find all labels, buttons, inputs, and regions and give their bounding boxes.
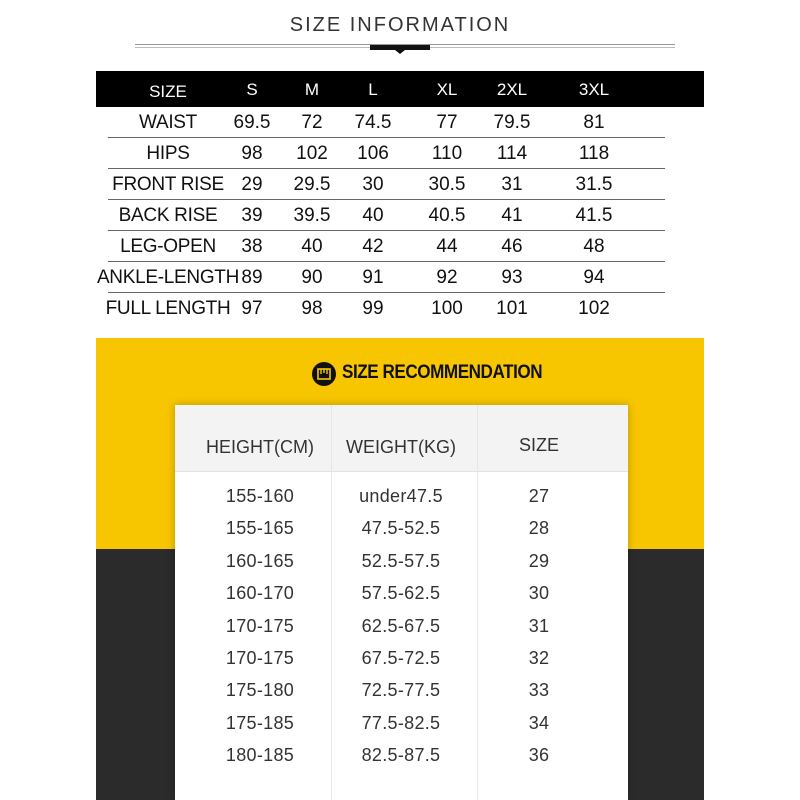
- row-divider: [108, 292, 665, 293]
- recommendation-header-cell: HEIGHT(CM): [206, 437, 314, 457]
- size-cell: 110: [431, 143, 463, 164]
- recommendation-header-cell: WEIGHT(KG): [346, 437, 456, 457]
- recommendation-title: SIZE RECOMMENDATION: [342, 362, 543, 383]
- size-cell: 39.5: [293, 205, 331, 226]
- title-pointer-mark: [370, 45, 430, 50]
- size-cell: 39: [241, 205, 263, 226]
- size-cell: 93: [501, 267, 523, 288]
- row-divider: [108, 261, 665, 262]
- recommendation-cell: 32: [528, 648, 550, 668]
- recommendation-card: [175, 405, 628, 800]
- recommendation-cell: 72.5-77.5: [361, 680, 441, 701]
- size-cell: 91: [362, 267, 384, 288]
- row-divider: [108, 199, 665, 200]
- recommendation-cell: 170-175: [225, 615, 295, 636]
- recommendation-cell: 155-165: [225, 518, 295, 539]
- size-row-label: HIPS: [146, 143, 190, 164]
- size-cell: 97: [241, 298, 263, 319]
- recommendation-cell: 77.5-82.5: [361, 712, 441, 733]
- size-cell: 69.5: [233, 112, 271, 133]
- size-cell: 41.5: [575, 205, 613, 226]
- size-header-cell: S: [246, 80, 258, 99]
- page-title: SIZE INFORMATION: [289, 14, 511, 36]
- recommendation-cell: 34: [528, 712, 550, 733]
- size-row-label: BACK RISE: [118, 205, 218, 226]
- recommendation-cell: 62.5-67.5: [361, 615, 441, 636]
- recommendation-cell: 170-175: [225, 648, 295, 668]
- recommendation-cell: 33: [528, 680, 550, 701]
- size-row-label: WAIST: [139, 112, 197, 133]
- size-row-label: ANKLE-LENGTH: [96, 267, 240, 288]
- row-divider: [108, 230, 665, 231]
- size-cell: 42: [362, 236, 384, 257]
- recommendation-cell: 82.5-87.5: [361, 745, 441, 766]
- size-header-cell: 3XL: [578, 80, 610, 99]
- size-cell: 100: [431, 298, 463, 319]
- size-cell: 118: [578, 143, 610, 164]
- size-cell: 77: [436, 112, 458, 133]
- size-header-cell: M: [304, 80, 320, 99]
- size-cell: 74.5: [354, 112, 392, 133]
- size-header-cell: 2XL: [496, 80, 528, 99]
- recommendation-cell: 28: [528, 518, 550, 539]
- size-header-cell: L: [368, 80, 378, 99]
- row-divider: [108, 137, 665, 138]
- size-cell: 99: [362, 298, 384, 319]
- size-cell: 98: [301, 298, 323, 319]
- size-row-label: FRONT RISE: [112, 174, 224, 195]
- recommendation-cell: under47.5: [359, 486, 443, 506]
- size-cell: 38: [241, 236, 263, 257]
- size-row-label: FULL LENGTH: [105, 298, 231, 319]
- recommendation-cell: 180-185: [225, 745, 295, 766]
- recommendation-cell: 31: [528, 615, 550, 636]
- size-cell: 94: [583, 267, 605, 288]
- size-cell: 44: [436, 236, 458, 257]
- row-divider: [108, 168, 665, 169]
- size-cell: 40: [362, 205, 384, 226]
- recommendation-cell: 175-180: [225, 680, 295, 701]
- recommendation-cell: 47.5-52.5: [361, 518, 441, 539]
- size-cell: 29: [241, 174, 263, 195]
- recommendation-cell: 160-165: [225, 550, 295, 571]
- size-row-label: LEG-OPEN: [120, 236, 216, 257]
- size-cell: 92: [436, 267, 458, 288]
- size-cell: 102: [296, 143, 328, 164]
- recommendation-cell: 155-160: [225, 486, 295, 506]
- size-cell: 72: [301, 112, 323, 133]
- size-cell: 46: [501, 236, 523, 257]
- size-cell: 102: [578, 298, 610, 319]
- size-cell: 79.5: [493, 112, 531, 133]
- size-cell: 106: [357, 143, 389, 164]
- size-cell: 41: [501, 205, 523, 226]
- recommendation-cell: 175-185: [225, 712, 295, 733]
- size-cell: 30: [362, 174, 384, 195]
- size-cell: 31.5: [575, 174, 613, 195]
- size-cell: 98: [241, 143, 263, 164]
- recommendation-cell: 57.5-62.5: [361, 583, 441, 604]
- recommendation-cell: 29: [528, 550, 550, 571]
- recommendation-cell: 160-170: [225, 583, 295, 604]
- size-cell: 90: [301, 267, 323, 288]
- size-cell: 48: [583, 236, 605, 257]
- size-header-cell: SIZE: [149, 82, 187, 101]
- size-cell: 31: [501, 174, 523, 195]
- size-cell: 101: [496, 298, 528, 319]
- recommendation-cell: 36: [528, 745, 550, 766]
- size-cell: 114: [496, 143, 528, 164]
- recommendation-cell: 27: [528, 486, 550, 506]
- size-cell: 40: [301, 236, 323, 257]
- size-cell: 81: [583, 112, 605, 133]
- size-cell: 30.5: [428, 174, 466, 195]
- size-header-cell: XL: [436, 80, 458, 99]
- recommendation-cell: 30: [528, 583, 550, 604]
- size-cell: 29.5: [293, 174, 331, 195]
- recommendation-cell: 52.5-57.5: [361, 550, 441, 571]
- ruler-scale-icon: [312, 362, 336, 386]
- recommendation-header-cell: SIZE: [518, 435, 559, 455]
- size-cell: 89: [241, 267, 263, 288]
- recommendation-cell: 67.5-72.5: [361, 648, 441, 668]
- size-cell: 40.5: [428, 205, 466, 226]
